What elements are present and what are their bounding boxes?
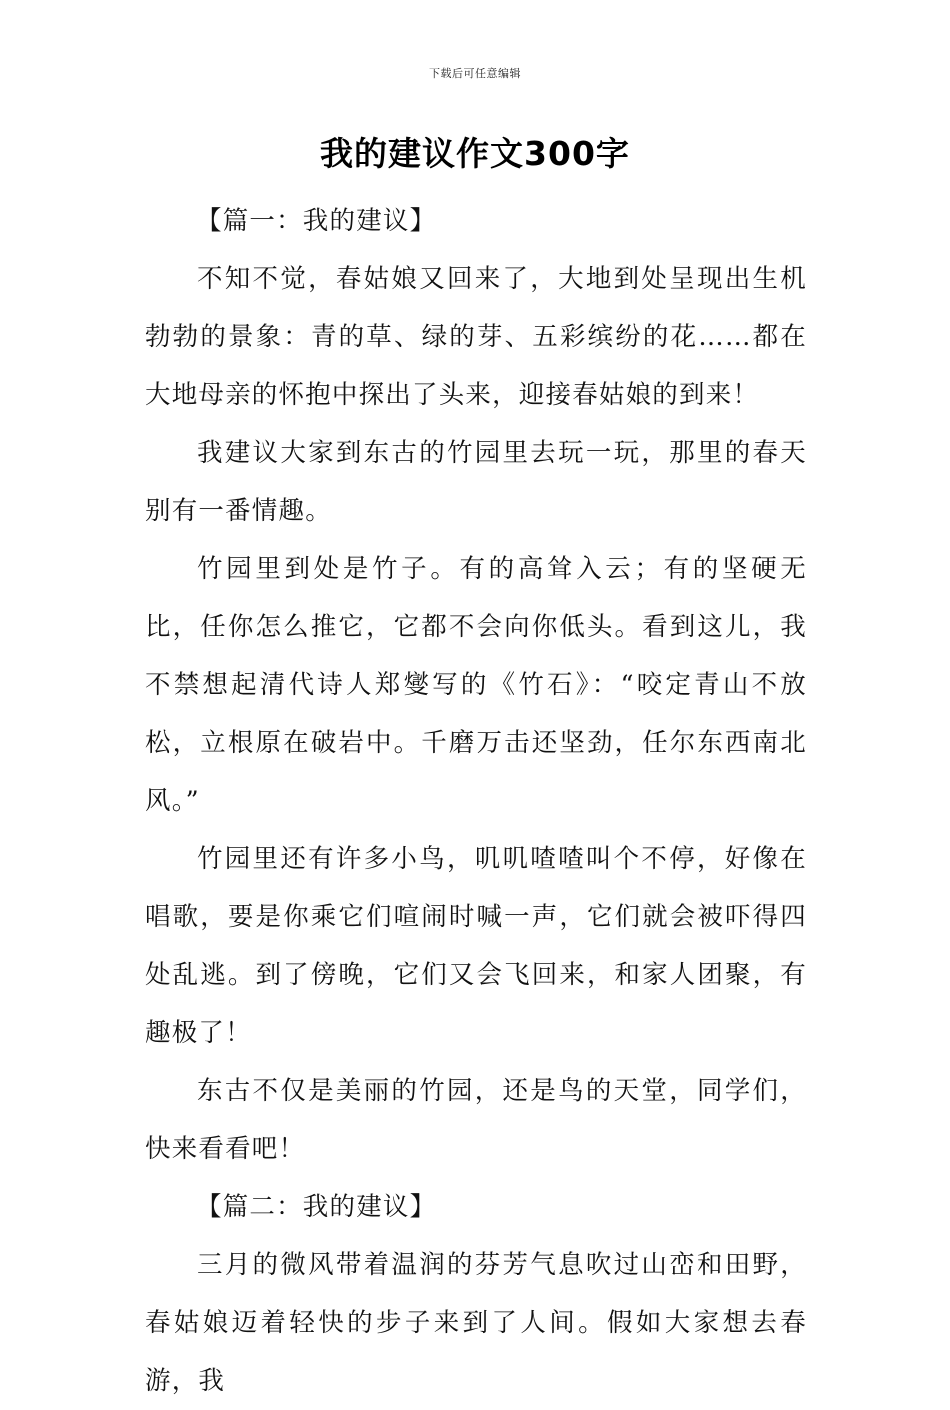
- paragraph: 不知不觉，春姑娘又回来了，大地到处呈现出生机勃勃的景象：青的草、绿的芽、五彩缤纷的花……都在大地母亲的怀抱中探出了头来，迎接春姑娘的到来！: [145, 264, 807, 410]
- document-title: 我的建议作文300字: [320, 134, 630, 173]
- section-heading-1: 【篇一：我的建议】: [196, 206, 437, 236]
- paragraph: 竹园里还有许多小鸟，叽叽喳喳叫个不停，好像在唱歌，要是你乘它们喧闹时喊一声，它们就会被吓得四处乱逃。到了傍晚，它们又会飞回来，和家人团聚，有趣极了！: [145, 844, 807, 1048]
- document-body: [145, 192, 807, 1410]
- paragraph: 三月的微风带着温润的芬芳气息吹过山峦和田野，春姑娘迈着轻快的步子来到了人间。假如大家想去春游，我: [145, 1250, 807, 1396]
- section-heading-2: 【篇二：我的建议】: [196, 1192, 437, 1222]
- paragraph: 东古不仅是美丽的竹园，还是鸟的天堂，同学们，快来看看吧！: [145, 1076, 807, 1164]
- paragraph: 竹园里到处是竹子。有的高耸入云；有的坚硬无比，任你怎么推它，它都不会向你低头。看到这儿，我不禁想起清代诗人郑燮写的《竹石》：“咬定青山不放松，立根原在破岩中。千磨万击还坚劲，任尔东西南北风。”: [145, 554, 807, 816]
- header-note: 下载后可任意编辑: [429, 67, 521, 80]
- paragraph: 我建议大家到东古的竹园里去玩一玩，那里的春天别有一番情趣。: [145, 438, 807, 526]
